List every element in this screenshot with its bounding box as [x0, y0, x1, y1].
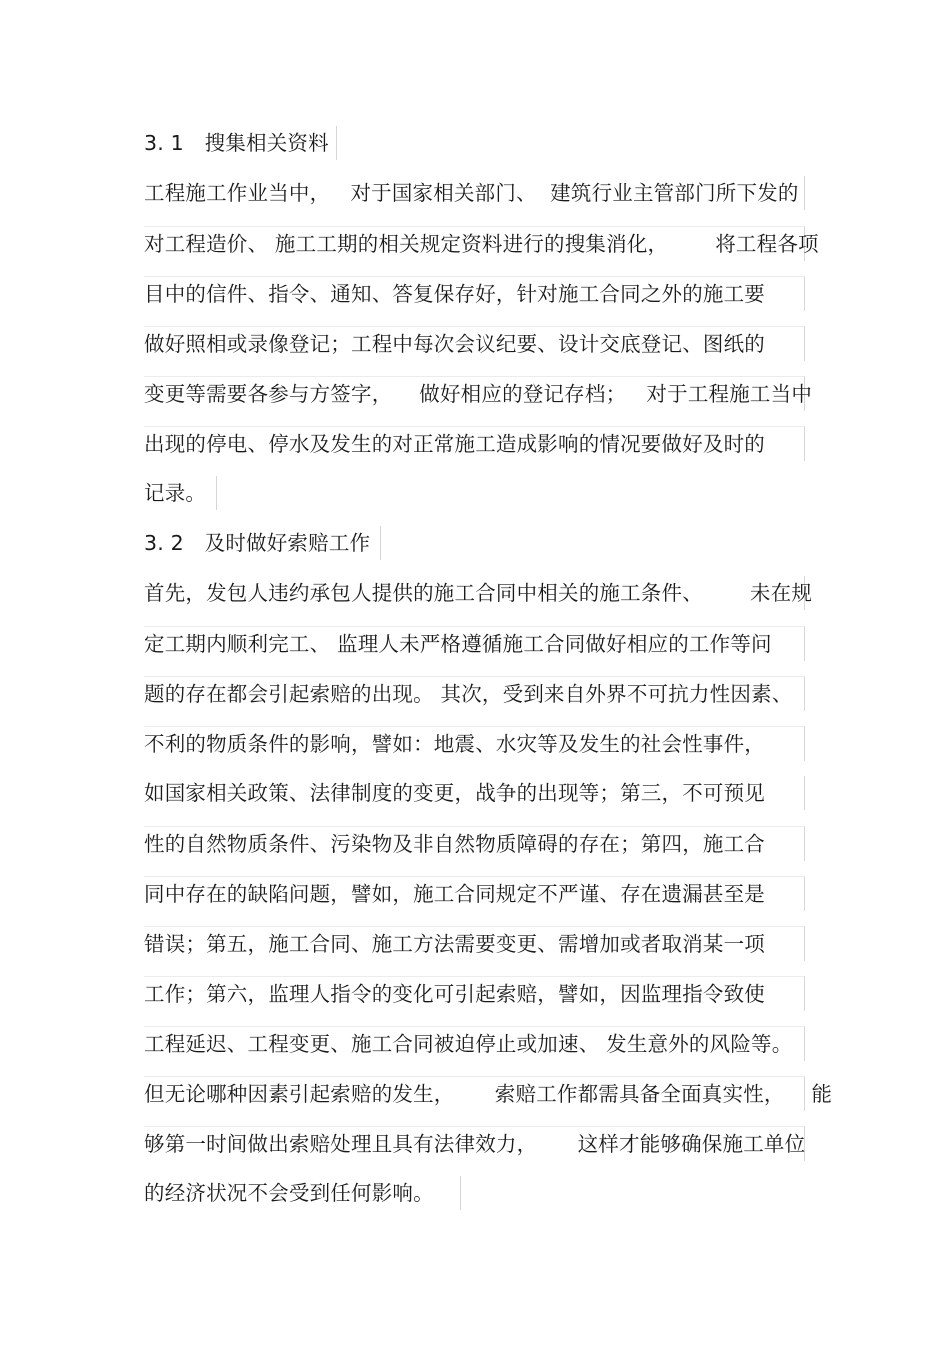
paragraph-line: 记录。: [144, 476, 217, 510]
paragraph-line: 工程施工作业当中， 对于国家相关部门、 建筑行业主管部门所下发的: [144, 176, 805, 210]
paragraph-line: 做好照相或录像登记；工程中每次会议纪要、设计交底登记、图纸的: [144, 326, 805, 361]
paragraph-line: 工程延迟、工程变更、施工合同被迫停止或加速、 发生意外的风险等。: [144, 1026, 805, 1061]
section-heading-3-1: 3. 1 搜集相关资料: [144, 126, 337, 160]
paragraph-line: 变更等需要各参与方签字， 做好相应的登记存档； 对于工程施工当中: [144, 376, 805, 411]
paragraph-line: 对工程造价、 施工工期的相关规定资料进行的搜集消化， 将工程各项: [144, 226, 805, 261]
paragraph-line: 性的自然物质条件、污染物及非自然物质障碍的存在；第四，施工合: [144, 826, 805, 861]
paragraph-line: 同中存在的缺陷问题，譬如，施工合同规定不严谨、存在遗漏甚至是: [144, 876, 805, 911]
section-heading-3-2: 3. 2 及时做好索赔工作: [144, 526, 381, 560]
paragraph-line: 够第一时间做出索赔处理且具有法律效力， 这样才能够确保施工单位: [144, 1126, 805, 1161]
paragraph-line: 工作；第六，监理人指令的变化可引起索赔，譬如，因监理指令致使: [144, 976, 805, 1011]
paragraph-line: 的经济状况不会受到任何影响。: [144, 1176, 461, 1210]
paragraph-line: 但无论哪种因素引起索赔的发生， 索赔工作都需具备全面真实性， 能: [144, 1076, 805, 1111]
paragraph-line: 不利的物质条件的影响，譬如：地震、水灾等及发生的社会性事件，: [144, 726, 805, 761]
paragraph-line: 定工期内顺利完工、 监理人未严格遵循施工合同做好相应的工作等问: [144, 626, 805, 661]
paragraph-line: 目中的信件、指令、通知、答复保存好，针对施工合同之外的施工要: [144, 276, 805, 311]
paragraph-line: 如国家相关政策、法律制度的变更，战争的出现等；第三，不可预见: [144, 776, 805, 810]
paragraph-line: 出现的停电、停水及发生的对正常施工造成影响的情况要做好及时的: [144, 426, 805, 461]
paragraph-line: 首先，发包人违约承包人提供的施工合同中相关的施工条件、 未在规: [144, 576, 805, 610]
paragraph-line: 题的存在都会引起索赔的出现。 其次，受到来自外界不可抗力性因素、: [144, 676, 805, 711]
paragraph-line: 错误；第五，施工合同、施工方法需要变更、需增加或者取消某一项: [144, 926, 805, 961]
